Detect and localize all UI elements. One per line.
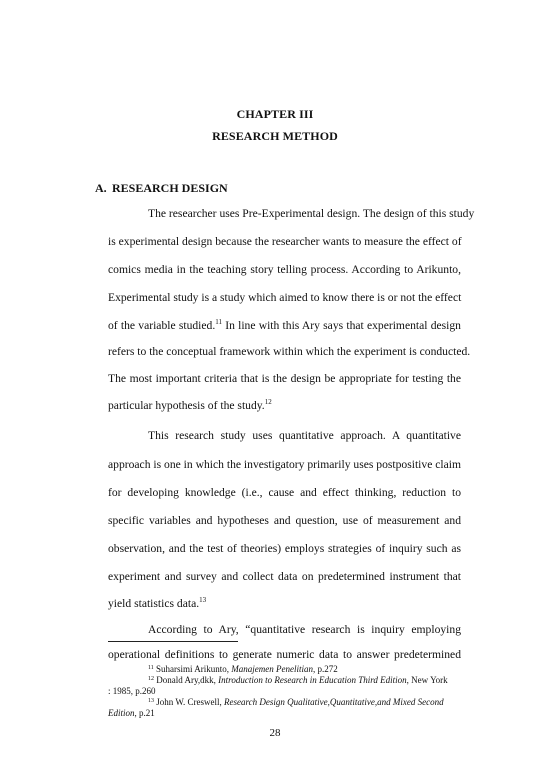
paragraph-line: is experimental design because the researcher wants to measure the effect of — [108, 235, 462, 248]
paragraph-line: Experimental study is a study which aimed to know there is or not the effect — [108, 291, 462, 304]
section-heading-text: RESEARCH DESIGN — [112, 181, 228, 195]
footnote-number: 12 — [148, 676, 154, 682]
footnote-ref: 12 — [264, 398, 272, 406]
footnote-continuation: : 1985, p.260 — [108, 686, 156, 696]
footnote-ref: 11 — [215, 318, 222, 326]
line-text: particular hypothesis of the study. — [108, 399, 265, 412]
footnote-continuation — [108, 708, 461, 718]
footnote — [148, 675, 461, 685]
footnote-title: Manajemen Penelitian — [231, 664, 314, 674]
footnote-text: , New York — [406, 675, 448, 685]
paragraph-line: This research study uses quantitative approach. A quantitative — [148, 429, 461, 442]
footnote-text: , p.21 — [134, 708, 155, 718]
line-text: of the variable studied. — [108, 319, 216, 332]
footnote-ref: 13 — [199, 596, 207, 604]
paragraph-line: specific variables and hypotheses and question, use of measurement and — [108, 514, 461, 527]
footnote-number: 11 — [148, 665, 154, 671]
footnote-separator — [108, 641, 238, 642]
paragraph-line: approach is one in which the investigatory primarily uses postpositive claim — [108, 458, 461, 471]
page-number: 28 — [269, 727, 281, 739]
paragraph-line: refers to the conceptual framework within which the experiment is conducted. — [108, 345, 471, 358]
section-letter: A. — [95, 181, 107, 195]
footnote-title: Research Design Qualitative,Quantitative,and Mixed Second — [224, 697, 444, 707]
chapter-number: CHAPTER III — [236, 107, 314, 121]
footnote-number: 13 — [148, 698, 154, 704]
paragraph-line: experiment and survey and collect data on predetermined instrument that — [108, 570, 461, 583]
footnote-text: Donald Ary,dkk, — [154, 675, 219, 685]
chapter-title: RESEARCH METHOD — [212, 129, 338, 143]
footnote — [148, 697, 461, 707]
paragraph-line: operational definitions to generate numeric data to answer predetermined — [108, 648, 461, 661]
paragraph-line: The most important criteria that is the design be appropriate for testing the — [108, 372, 461, 385]
footnote-text: , p.272 — [313, 664, 338, 674]
footnote-title: Edition — [108, 708, 135, 718]
paragraph-line — [108, 399, 461, 412]
paragraph-line: The researcher uses Pre-Experimental design. The design of this study — [148, 207, 475, 220]
line-text: In line with this Ary says that experimental design — [221, 319, 461, 332]
paragraph-line — [108, 597, 461, 610]
footnote — [148, 664, 461, 674]
paragraph-line: comics media in the teaching story telling process. According to Arikunto, — [108, 263, 461, 276]
paragraph-line: observation, and the test of theories) employs strategies of inquiry such as — [108, 542, 461, 555]
line-text: yield statistics data. — [108, 597, 200, 610]
section-heading — [95, 181, 228, 196]
footnote-text: John W. Creswell, — [154, 697, 225, 707]
paragraph-line: According to Ary, “quantitative research is inquiry employing — [148, 623, 461, 636]
paragraph-line — [108, 319, 461, 332]
paragraph-line: for developing knowledge (i.e., cause and effect thinking, reduction to — [108, 486, 461, 499]
footnote-text: Suharsimi Arikunto, — [153, 664, 232, 674]
footnote-title: Introduction to Research in Education Third Edition — [218, 675, 407, 685]
